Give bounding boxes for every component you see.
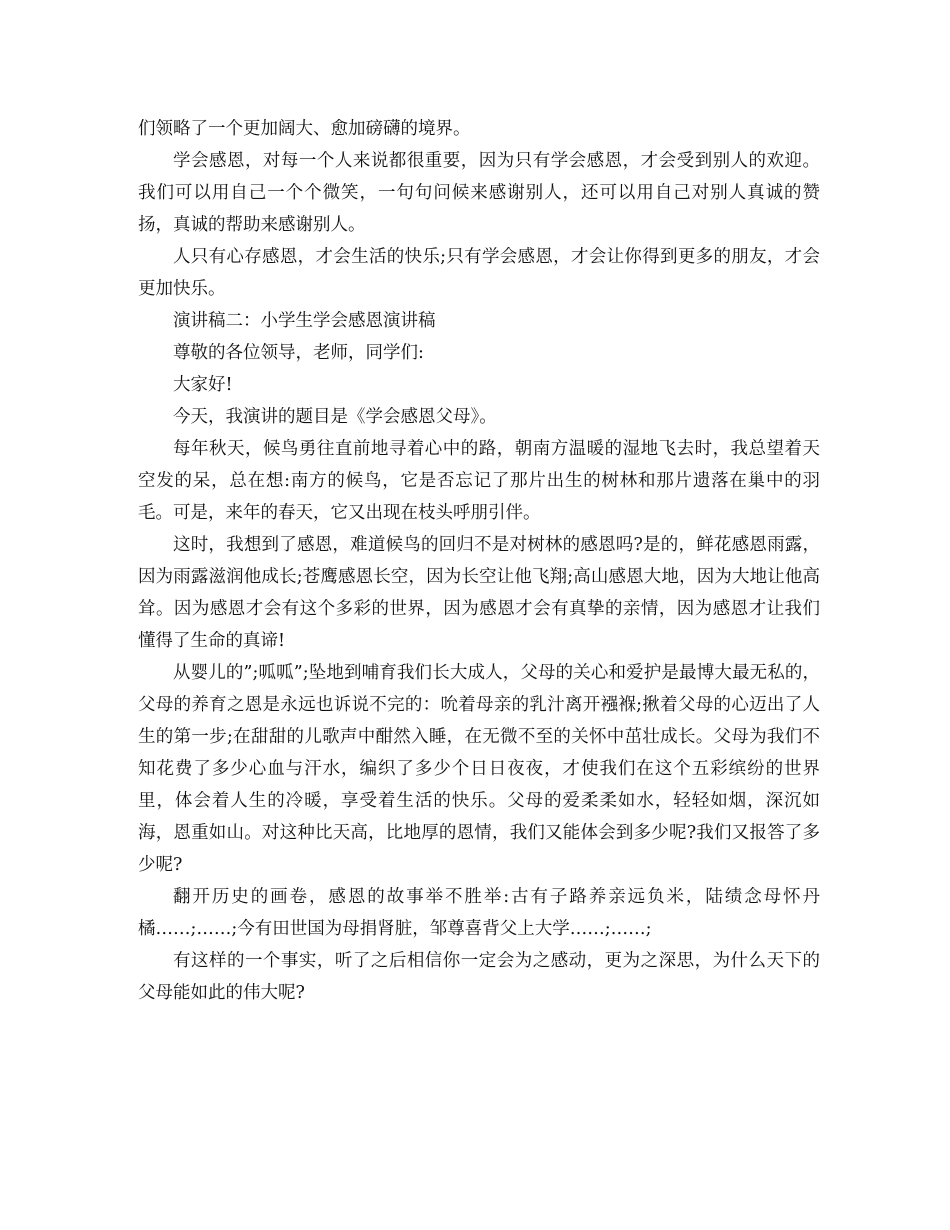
paragraph: 从婴儿的”;呱呱”;坠地到哺育我们长大成人，父母的关心和爱护是最博大最无私的，父母的养育之恩是永远也诉说不完的：吮着母亲的乳汁离开襁褓;揪着父母的心迈出了人生的第一步;在甜甜的儿歌声中酣然入睡，在无微不至的关怀中茁壮成长。父母为我们不知花费了多少心血与汗水，编织了多少个日日夜夜，才使我们在这个五彩缤纷的世界里，体会着人生的冷暖，享受着生活的快乐。父母的爱柔柔如水，轻轻如烟，深沉如海，恩重如山。对这种比天高，比地厚的恩情，我们又能体会到多少呢?我们又报答了多少呢? <box>138 663 820 875</box>
paragraph: 人只有心存感恩，才会生活的快乐;只有学会感恩，才会让你得到更多的朋友，才会更加快乐。 <box>138 247 820 299</box>
greeting: 大家好! <box>173 375 233 395</box>
document-page <box>138 113 820 1009</box>
paragraph: 有这样的一个事实，听了之后相信你一定会为之感动，更为之深思，为什么天下的父母能如此的伟大呢? <box>138 951 820 1003</box>
paragraph: 翻开历史的画卷，感恩的故事举不胜举:古有子路养亲远负米，陆绩念母怀丹橘……;……;今有田世国为母捐肾脏，邹尊喜背父上大学……;……; <box>138 887 820 939</box>
paragraph: 每年秋天，候鸟勇往直前地寻着心中的路，朝南方温暖的湿地飞去时，我总望着天空发的呆，总在想:南方的候鸟，它是否忘记了那片出生的树林和那片遗落在巢中的羽毛。可是，来年的春天，它又出现在枝头呼朋引伴。 <box>138 439 820 523</box>
paragraph: 学会感恩，对每一个人来说都很重要，因为只有学会感恩，才会受到别人的欢迎。我们可以用自己一个个微笑，一句句问候来感谢别人，还可以用自己对别人真诚的赞扬，真诚的帮助来感谢别人。 <box>138 151 820 235</box>
paragraph: 们领略了一个更加阔大、愈加磅礴的境界。 <box>138 119 471 139</box>
paragraph: 今天，我演讲的题目是《学会感恩父母》。 <box>173 407 497 427</box>
salutation: 尊敬的各位领导，老师，同学们: <box>173 343 424 363</box>
paragraph: 这时，我想到了感恩，难道候鸟的回归不是对树林的感恩吗?是的，鲜花感恩雨露，因为雨露滋润他成长;苍鹰感恩长空，因为长空让他飞翔;高山感恩大地，因为大地让他高耸。因为感恩才会有这个多彩的世界，因为感恩才会有真挚的亲情，因为感恩才让我们懂得了生命的真谛! <box>138 535 820 651</box>
section-heading: 演讲稿二：小学生学会感恩演讲稿 <box>173 311 436 331</box>
